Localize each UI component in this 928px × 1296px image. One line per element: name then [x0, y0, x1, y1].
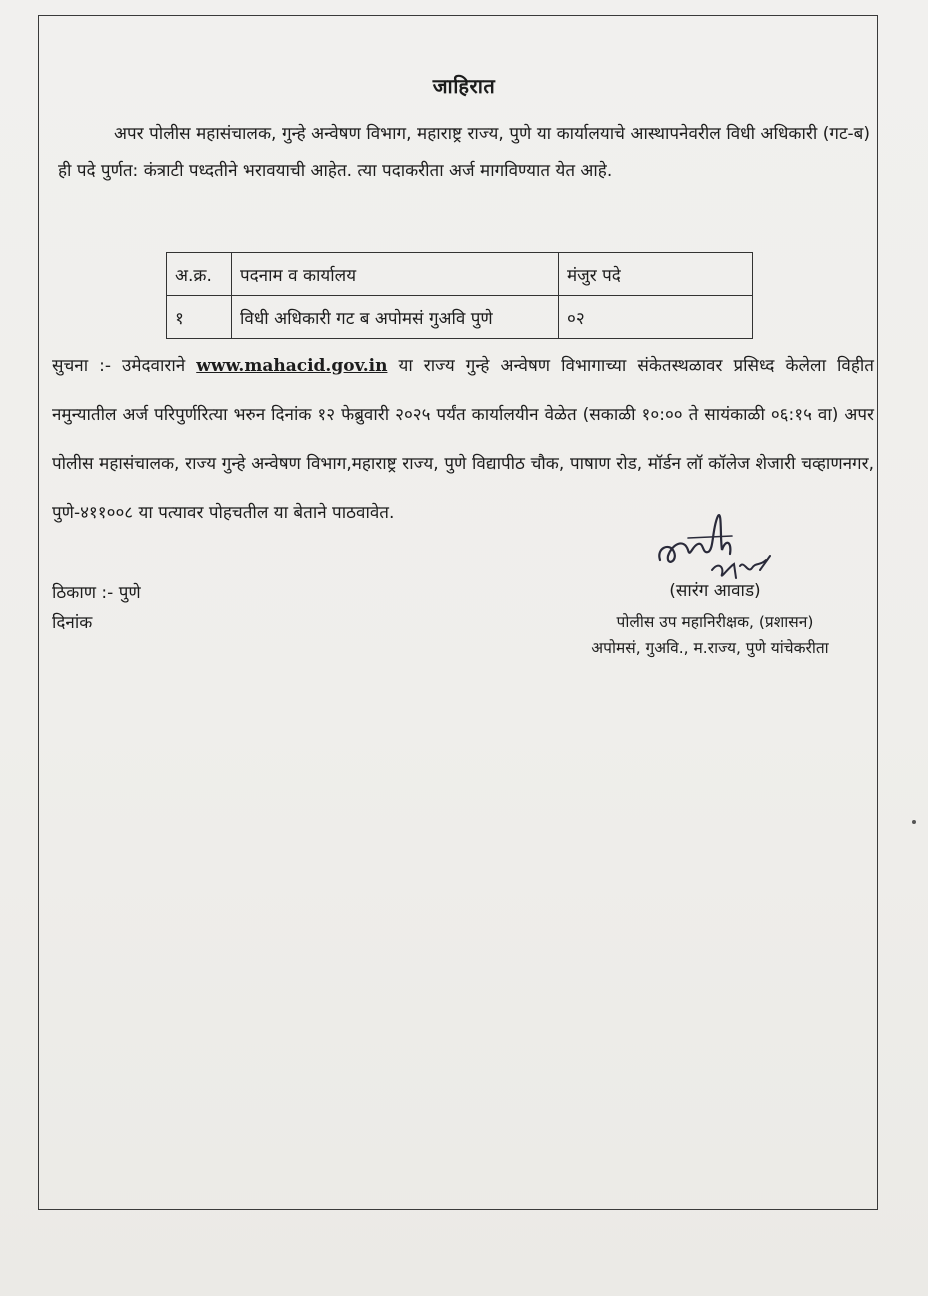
- website-link[interactable]: www.mahacid.gov.in: [196, 356, 388, 376]
- table-header-row: [167, 253, 753, 296]
- cell-serial: १: [167, 296, 232, 339]
- notice-body: या राज्य गुन्हे अन्वेषण विभागाच्या संकेतस्थळावर प्रसिध्द केलेला विहीत नमुन्यातील अर्ज परिपुर्णरित्या भरुन दिनांक १२ फेब्रुवारी २०२५ पर्यंत कार्यालयीन वेळेत (सकाळी १०:०० ते सायंकाळी ०६:१५ वा) अपर पोलीस महासंचालक, राज्य गुन्हे अन्वेषण विभाग,महाराष्ट्र राज्य, पुणे विद्यापीठ चौक, पाषाण रोड, मॉर्डन लॉ कॉलेज शेजारी चव्हाणनगर, पुणे-४११००८ या पत्यावर पोहचतील या बेताने पाठवावेत.: [52, 356, 874, 523]
- notice-prefix: सुचना :- उमेदवाराने: [52, 356, 197, 376]
- header-post-office: पदनाम व कार्यालय: [232, 253, 559, 296]
- document-title: जाहिरात: [432, 74, 496, 98]
- place-line: ठिकाण :- पुणे: [52, 583, 141, 603]
- cell-post-office: विधी अधिकारी गट ब अपोमसं गुअवि पुणे: [232, 296, 559, 339]
- intro-paragraph: अपर पोलीस महासंचालक, गुन्हे अन्वेषण विभाग, महाराष्ट्र राज्य, पुणे या कार्यालयाचे आस्थापनेवरील विधी अधिकारी (गट-ब) ही पदे पुर्णत: कंत्राटी पध्दतीने भरावयाची आहेत. त्या पदाकरीता अर्ज मागविण्यात येत आहे.: [58, 124, 870, 181]
- date-line: दिनांक: [52, 613, 93, 633]
- scan-speck: [912, 820, 916, 824]
- posts-table: [166, 252, 753, 339]
- signer-office: अपोमसं, गुअवि., म.राज्य, पुणे यांचेकरीता: [591, 639, 829, 657]
- signer-name: (सारंग आवाड): [669, 581, 761, 601]
- header-serial: अ.क्र.: [167, 253, 232, 296]
- header-sanctioned-posts: मंजुर पदे: [559, 253, 753, 296]
- cell-sanctioned-posts: ०२: [559, 296, 753, 339]
- signer-designation: पोलीस उप महानिरीक्षक, (प्रशासन): [616, 613, 814, 631]
- table-row: [167, 296, 753, 339]
- handwritten-signature: [648, 508, 788, 588]
